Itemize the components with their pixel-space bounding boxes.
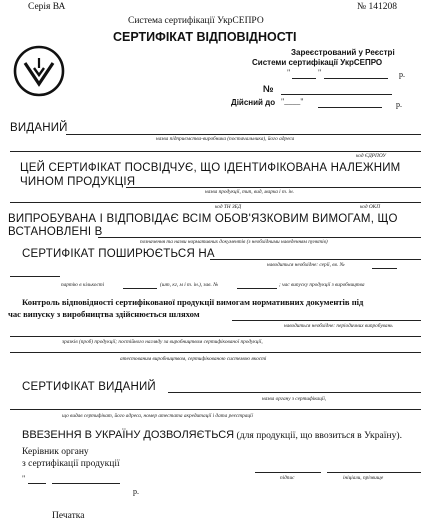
applies-line[interactable]	[210, 259, 421, 260]
stamp-label: Печатка	[52, 511, 85, 521]
edrpou-code-label: код ЄДРПОУ	[356, 153, 386, 159]
registry-number-label: №	[263, 84, 274, 95]
applies-label: СЕРТИФІКАТ ПОШИРЮЄТЬСЯ НА	[22, 248, 215, 260]
date-quote-open: "	[22, 474, 26, 483]
control-line-2[interactable]	[10, 336, 421, 337]
series-label: Серія ВА	[28, 2, 66, 12]
issued-label: ВИДАНИЙ	[10, 122, 68, 134]
control-line-2: час випуску з виробництва здійснюється шляхом	[8, 309, 200, 319]
control-hint-2: зразків (проб) продукції; постійного нагляду за виробництвом сертифікованої продукції,	[62, 339, 263, 345]
date-year-suffix: р.	[133, 487, 139, 496]
standards-line[interactable]	[98, 237, 421, 238]
head-title-2: з сертифікації продукції	[22, 459, 120, 469]
registry-quote-open: "	[287, 68, 291, 77]
signature-hint: підпис	[280, 475, 295, 481]
signature-line[interactable]	[255, 472, 321, 473]
certifies-line-1: ЦЕЙ СЕРТИФІКАТ ПОСВІДЧУЄ, ЩО ІДЕНТИФІКОВАНА НАЛЕЖНИМ	[20, 162, 401, 174]
head-title-1: Керівник органу	[22, 447, 89, 457]
okp-code-label: код ОКП	[360, 204, 381, 210]
certificate-number: № 141208	[357, 2, 397, 12]
registry-month-line[interactable]	[324, 78, 388, 79]
control-line-1: Контроль відповідності сертифікованої продукції вимогам нормативних документів під	[22, 297, 364, 307]
issued-by-hint-1: назва органу з сертифікації,	[262, 396, 327, 402]
batch-quantity-label: партію в кількості	[61, 282, 105, 288]
applies-hint: наводиться необхідне: серії, вв. №	[267, 262, 345, 268]
registry-number-line[interactable]	[281, 94, 392, 95]
release-time-label: ; час випуску продукції з виробництва	[279, 282, 365, 288]
ted-code-label: код ТН ЗЕД	[215, 204, 242, 210]
control-hint-1: наводиться необхідне: періодичних випробувань	[284, 323, 393, 329]
valid-until-quotes: "____"	[281, 97, 304, 106]
product-hint: назва продукції, тип, вид, марка і т. ін.	[205, 189, 294, 195]
import-permission	[22, 429, 402, 441]
date-month-line[interactable]	[52, 483, 120, 484]
standards-hint: позначення та назви нормативних документів (з необхідними наведенням пунктів)	[140, 239, 328, 245]
issued-hint: назва підприємства-виробника (постачальника), його адреса	[156, 136, 295, 142]
serial-number-line[interactable]	[237, 288, 277, 289]
tested-line-2: ВСТАНОВЛЕНІ В	[8, 226, 103, 238]
valid-until-year: р.	[396, 100, 402, 109]
system-name: Система сертифікації УкрСЕПРО	[128, 16, 264, 26]
issued-line-2[interactable]	[10, 151, 421, 152]
valid-until-label: Дійсний до	[231, 98, 276, 107]
ukrsepro-logo-icon	[12, 44, 66, 98]
tested-line-1: ВИПРОБУВАНА І ВІДПОВІДАЄ ВСІМ ОБОВ'ЯЗКОВИМ ВИМОГАМ, ЩО	[8, 213, 398, 225]
batch-lead-line[interactable]	[10, 276, 60, 277]
document-title: СЕРТИФІКАТ ВІДПОВІДНОСТІ	[113, 30, 297, 44]
date-day-line[interactable]	[28, 483, 46, 484]
control-line[interactable]	[232, 320, 421, 321]
product-line-2[interactable]	[10, 202, 421, 203]
registry-line-2: Системи сертифікації УкрСЕПРО	[252, 58, 383, 67]
name-line[interactable]	[327, 472, 421, 473]
applies-number-line[interactable]	[372, 268, 397, 269]
batch-quantity-line[interactable]	[123, 288, 157, 289]
issued-by-line[interactable]	[168, 392, 421, 393]
product-line[interactable]	[126, 187, 421, 188]
issued-line[interactable]	[66, 134, 421, 135]
control-hint-3: атестованим виробництвом, сертифікованою системою якості	[120, 356, 267, 362]
import-permission-bold: ВВЕЗЕННЯ В УКРАЇНУ ДОЗВОЛЯЄТЬСЯ	[22, 429, 235, 441]
registry-day-line[interactable]	[292, 78, 316, 79]
registry-quote-close: "	[318, 68, 322, 77]
registry-year-suffix: р.	[399, 70, 405, 79]
issued-by-line-2[interactable]	[10, 409, 421, 410]
import-permission-note: (для продукції, що ввозиться в Україну).	[234, 430, 402, 441]
issued-by-label: СЕРТИФІКАТ ВИДАНИЙ	[22, 381, 156, 393]
registry-line-1: Зареєстрований у Реєстрі	[291, 48, 395, 57]
name-hint: ініціали, прізвище	[343, 475, 384, 481]
certifies-line-2: ЧИНОМ ПРОДУКЦІЯ	[20, 176, 136, 188]
batch-units-label: (шт, кг, м і т. ін.), зав. №	[160, 282, 219, 288]
issued-by-hint-2: що видав сертифікат, його адреса, номер атестата акредитації і дата реєстрації	[62, 413, 253, 419]
valid-until-month-line[interactable]	[318, 107, 382, 108]
control-line-3[interactable]	[10, 352, 421, 353]
